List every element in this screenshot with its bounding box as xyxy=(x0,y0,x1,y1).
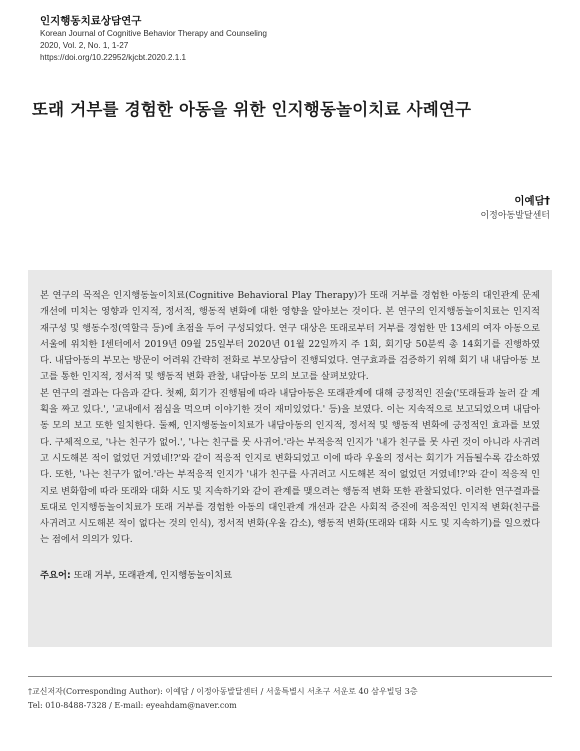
abstract-paragraph-2: 본 연구의 결과는 다음과 같다. 첫째, 회기가 진행됨에 따라 내담아동은 또래관계에 대해 긍정적인 진술('또래들과 놀러 갈 계획을 짜고 있다.', '교내에서 점심을 먹으며 이야기한 것이 재미있었다.' 등)을 보였다. 이는 지속적으로 보고되었으며 내담아동 모의 보고 또한 일치한다. 둘째, 인지행동놀이치료가 내담아동의 인지적, 정서적 및 행동적 변화에 긍정적인 효과를 보였다. 구체적으로, '나는 친구가 없어.', '나는 친구를 못 사귀어.'라는 부적응적 인지가 '내가 친구를 못 사귄 것이 아니라 사귀려고 시도해본 적이 없었던 거였네!?'와 같이 적응적 인지로 변화되었고 이에 따라 우울의 정서는 회기가 거듭될수록 감소하였다. 또한, '나는 친구가 없어.'라는 부적응적 인지가 '내가 친구를 사귀려고 시도해본 적이 없었던 거였네!?'와 같이 적응적 인지로 변화함에 따라 또래와 대화 시도 및 지속하기와 같이 관계를 맺으려는 행동적 변화 또한 관찰되었다. 이러한 연구결과를 토대로 인지행동놀이치료가 또래 거부를 경험한 아동의 대인관계 개선과 같은 사회적 증진에 적응적인 인지적 변화(친구를 사귀려고 시도해본 적이 없다는 것의 인식), 정서적 변화(우울 감소), 행동적 변화(또래와 대화 시도 및 지속하기)를 일으켰다는 점에서 의의가 있다. xyxy=(40,387,540,546)
journal-name-en: Korean Journal of Cognitive Behavior Therapy and Counseling xyxy=(40,29,267,38)
keywords-list: 또래 거부, 또래관계, 인지행동놀이치료 xyxy=(70,569,233,581)
journal-volume: 2020, Vol. 2, No. 1, 1-27 xyxy=(40,41,129,50)
correspondence-info: †교신저자(Corresponding Author): 이예담 / 이정아동발달센터 / 서울특별시 서초구 서운로 40 삼우빌딩 3층 xyxy=(28,687,418,696)
keywords xyxy=(40,567,540,581)
keywords-label: 주요어: xyxy=(40,569,71,581)
abstract-paragraph-1: 본 연구의 목적은 인지행동놀이치료(Cognitive Behavioral Play Therapy)가 또래 거부를 경험한 아동의 대인관계 문제 개선에 미치는 영향과 인지적, 정서적, 행동적 변화에 대한 영향을 알아보는 것이다. 본 연구의 인지행동놀이치료는 인지적 재구성 및 행동수정(역할극 등)에 초점을 두어 구성되었다. 연구 대상은 또래로부터 거부를 경험한 만 13세의 여자 아동으로 서울에 위치한 I센터에서 2019년 09월 25일부터 2020년 01월 22일까지 주 1회, 회기당 50분씩 총 14회기를 진행하였다. 내담아동의 부모는 방문이 어려워 간략히 전화로 부모상담이 진행되었다. 연구효과를 검증하기 위해 회기 내 내담아동 보고를 통한 인지적, 정서적 및 행동적 변화 관찰, 내담아동 모의 보고를 살펴보았다. xyxy=(40,290,540,383)
journal-name-kr: 인지행동치료상담연구 xyxy=(40,15,142,27)
abstract-box xyxy=(28,270,552,647)
author-name: 이예담† xyxy=(514,195,550,207)
paper-title: 또래 거부를 경험한 아동을 위한 인지행동놀이치료 사례연구 xyxy=(32,100,472,119)
footnote xyxy=(28,676,552,713)
author-block xyxy=(480,193,550,223)
contact-info: Tel: 010-8488-7328 / E-mail: eyeahdam@naver.com xyxy=(28,701,237,710)
author-affiliation: 이정아동발달센터 xyxy=(480,211,550,221)
doi-link[interactable]: https://doi.org/10.22952/kjcbt.2020.2.1.1 xyxy=(40,53,187,62)
journal-header xyxy=(40,14,267,64)
